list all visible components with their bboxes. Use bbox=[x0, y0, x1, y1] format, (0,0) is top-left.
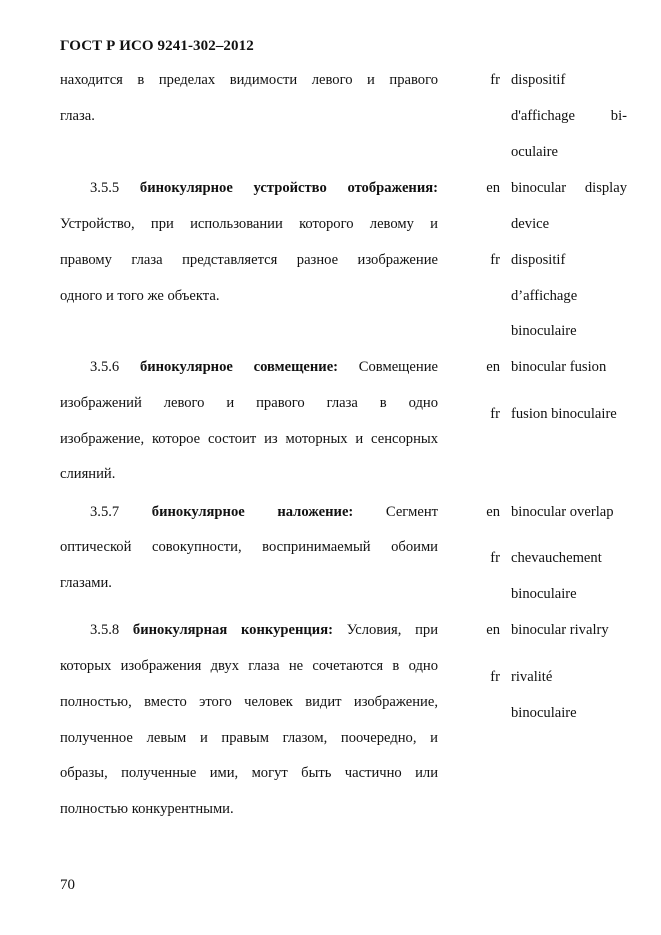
definition-line: Устройство, при использовании которого левому и bbox=[60, 216, 438, 232]
term-heading-3-5-8 bbox=[90, 620, 438, 640]
definition-line: правому глаза представляется разное изображение bbox=[60, 252, 438, 268]
document-header: ГОСТ Р ИСО 9241-302–2012 bbox=[60, 38, 254, 54]
term-heading-3-5-6 bbox=[90, 357, 438, 377]
definition-line: изображений левого и правого глаза в одно bbox=[60, 395, 438, 411]
definition-line: слияний. bbox=[60, 466, 116, 482]
equivalent-term-line: d’affichage bbox=[511, 288, 578, 304]
language-code: fr bbox=[490, 252, 500, 268]
equivalent-term-line: oculaire bbox=[511, 144, 558, 160]
equivalent-term-line: chevauchement bbox=[511, 550, 602, 566]
term-heading-3-5-7 bbox=[90, 502, 438, 522]
definition-line: глазами. bbox=[60, 575, 112, 591]
definition-line: которых изображения двух глаза не сочетаются в одно bbox=[60, 658, 438, 674]
definition-line: оптической совокупности, воспринимаемый обоими bbox=[60, 539, 438, 555]
term-number: 3.5.5 bbox=[90, 180, 120, 196]
definition-line: образы, полученные ими, могут быть частично или bbox=[60, 765, 438, 781]
language-code: en bbox=[486, 359, 500, 375]
language-code: en bbox=[486, 622, 500, 638]
equivalent-term-line: binoculaire bbox=[511, 705, 577, 721]
term-name: бинокулярное наложение: bbox=[151, 504, 354, 520]
intro-line: находится в пределах видимости левого и правого bbox=[60, 72, 438, 88]
definition-start: Условия, при bbox=[346, 622, 439, 638]
equivalent-term-line: binoculaire bbox=[511, 323, 577, 339]
term-number: 3.5.6 bbox=[90, 359, 120, 375]
language-code: fr bbox=[490, 550, 500, 566]
equivalent-term-line: binocular overlap bbox=[511, 504, 614, 520]
definition-line: одного и того же объекта. bbox=[60, 288, 220, 304]
language-code: fr bbox=[490, 72, 500, 88]
equivalent-term-line: binoculaire bbox=[511, 586, 577, 602]
equivalent-term-line: dispositif bbox=[511, 72, 566, 88]
equivalent-term-line: fusion binoculaire bbox=[511, 406, 617, 422]
definition-start: Сегмент bbox=[385, 504, 439, 520]
term-number: 3.5.7 bbox=[90, 504, 120, 520]
definition-line: изображение, которое состоит из моторных и сенсорных bbox=[60, 431, 438, 447]
definition-start: Совмещение bbox=[358, 359, 438, 375]
term-name: бинокулярная конкуренция: bbox=[132, 622, 333, 638]
page-number: 70 bbox=[60, 877, 75, 893]
definition-line: полученное левым и правым глазом, поочередно, и bbox=[60, 730, 438, 746]
equivalent-term-line: rivalité bbox=[511, 669, 553, 685]
equivalent-term-line: binocular display bbox=[511, 180, 627, 196]
term-name: бинокулярное совмещение: bbox=[139, 359, 339, 375]
definition-line: полностью, вместо этого человек видит изображение, bbox=[60, 694, 438, 710]
term-name: бинокулярное устройство отображения: bbox=[139, 180, 438, 196]
language-code: fr bbox=[490, 406, 500, 422]
equivalent-term-line: binocular fusion bbox=[511, 359, 607, 375]
definition-line: полностью конкурентными. bbox=[60, 801, 234, 817]
term-heading-3-5-5 bbox=[90, 178, 438, 198]
intro-line: глаза. bbox=[60, 108, 95, 124]
equivalent-term-line: d'affichage bi- bbox=[511, 108, 627, 124]
equivalent-term-line: dispositif bbox=[511, 252, 566, 268]
term-number: 3.5.8 bbox=[90, 622, 120, 638]
equivalent-term-line: binocular rivalry bbox=[511, 622, 609, 638]
equivalent-term-line: device bbox=[511, 216, 550, 232]
language-code: en bbox=[486, 504, 500, 520]
language-code: en bbox=[486, 180, 500, 196]
language-code: fr bbox=[490, 669, 500, 685]
